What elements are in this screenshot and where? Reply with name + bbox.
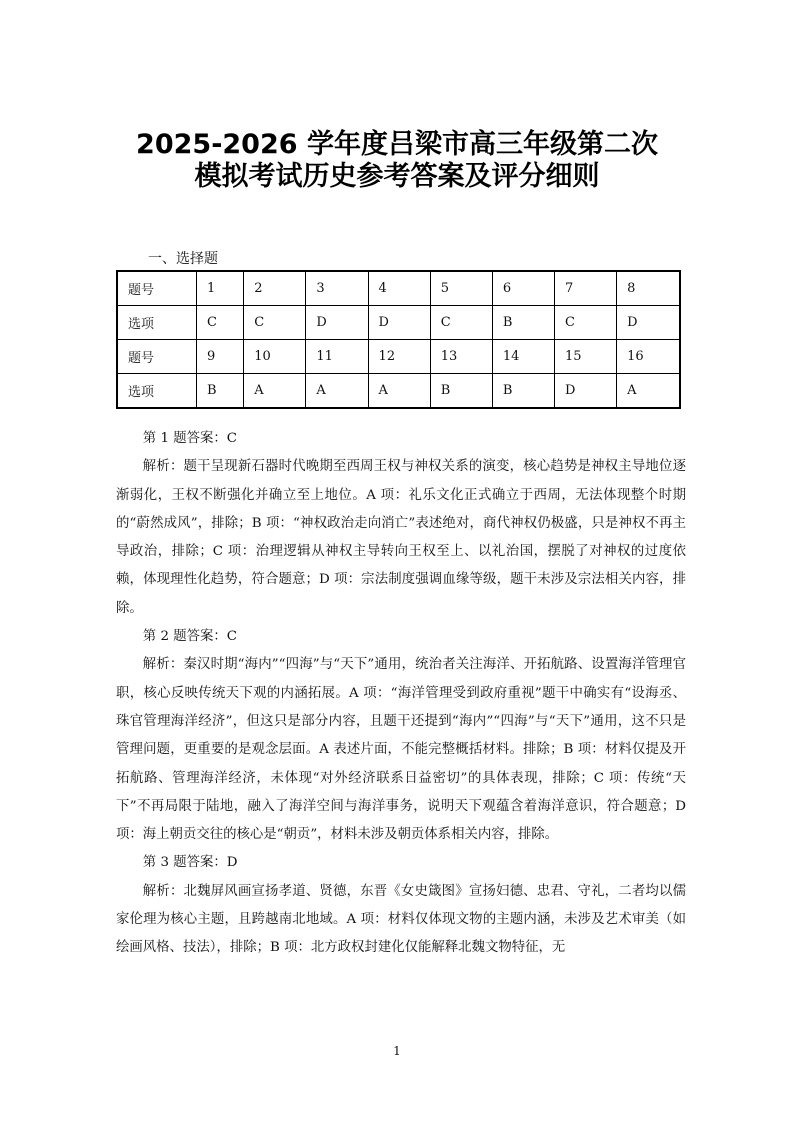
table-row (117, 306, 680, 340)
table-cell: 3 (306, 271, 368, 306)
question-3-answer: 第 3 题答案：D (142, 855, 238, 871)
table-cell: 1 (197, 271, 244, 306)
table-cell: 5 (430, 271, 492, 306)
table-cell: A (306, 374, 368, 409)
table-cell: D (617, 306, 680, 340)
table-cell: B (430, 374, 492, 409)
table-cell: A (368, 374, 430, 409)
table-cell: C (430, 306, 492, 340)
table-cell: 4 (368, 271, 430, 306)
question-2-analysis: 解析：秦汉时期“海内”“四海”与“天下”通用，统治者关注海洋、开拓航路、设置海洋管理官职，核心反映传统天下观的内涵拓展。A 项：“海洋管理受到政府重视”题干中确实有“设海丞、珠官管理海洋经济”，但这只是部分内容，且题干还提到“海内”“四海”与“天下”通用，这不只是管理问题，更重要的是观念层面。A 表述片面，不能完整概括材料。排除；B 项：材料仅提及开拓航路、管理海洋经济，未体现“对外经济联系日益密切”的具体表现，排除；C 项：传统“天下”不再局限于陆地，融入了海洋空间与海洋事务，说明天下观蕴含着海洋意识，符合题意；D 项：海上朝贡交往的核心是“朝贡”，材料未涉及朝贡体系相关内容，排除。 (116, 657, 686, 843)
table-cell: 12 (368, 340, 430, 374)
row-label: 选项 (117, 374, 197, 409)
question-1-analysis: 解析：题干呈现新石器时代晚期至西周王权与神权关系的演变，核心趋势是神权主导地位逐渐弱化，王权不断强化并确立至上地位。A 项：礼乐文化正式确立于西周，无法体现整个时期的“蔚然成风”，排除；B 项：“神权政治走向消亡”表述绝对，商代神权仍极盛，只是神权不再主导政治，排除；C 项：治理逻辑从神权主导转向王权至上、以礼治国，摆脱了对神权的过度依赖，体现理性化趋势，符合题意；D 项：宗法制度强调血缘等级，题干未涉及宗法相关内容，排除。 (116, 459, 686, 616)
table-row (117, 374, 680, 409)
table-cell: D (554, 374, 616, 409)
document-title-line-1: 2025-2026 学年度吕梁市高三年级第二次 (136, 129, 658, 160)
row-label: 题号 (117, 271, 197, 306)
table-cell: A (617, 374, 680, 409)
table-row (117, 340, 680, 374)
table-cell: 2 (244, 271, 306, 306)
row-label: 选项 (117, 306, 197, 340)
table-cell: 15 (554, 340, 616, 374)
table-cell: B (492, 374, 554, 409)
table-cell: 11 (306, 340, 368, 374)
table-cell: D (306, 306, 368, 340)
question-1-answer: 第 1 题答案：C (142, 431, 238, 446)
table-cell: 8 (617, 271, 680, 306)
table-cell: 7 (554, 271, 616, 306)
row-label: 题号 (117, 340, 197, 374)
table-cell: C (197, 306, 244, 340)
table-cell: C (244, 306, 306, 340)
table-cell: C (554, 306, 616, 340)
table-cell: B (492, 306, 554, 340)
table-cell: 9 (197, 340, 244, 374)
table-cell: 16 (617, 340, 680, 374)
answer-explanations (116, 425, 686, 963)
table-cell: A (244, 374, 306, 409)
page-number: 1 (393, 1044, 401, 1058)
table-cell: 6 (492, 271, 554, 306)
table-cell: 14 (492, 340, 554, 374)
document-title-line-2: 模拟考试历史参考答案及评分细则 (194, 161, 600, 192)
table-cell: 10 (244, 340, 306, 374)
question-2-answer: 第 2 题答案：C (142, 629, 238, 645)
answer-key-table (116, 270, 681, 409)
table-row (117, 271, 680, 306)
table-cell: 13 (430, 340, 492, 374)
section-heading: 一、选择题 (148, 251, 218, 267)
table-cell: B (197, 374, 244, 409)
question-3-analysis: 解析：北魏屏风画宣扬孝道、贤德，东晋《女史箴图》宣扬妇德、忠君、守礼，二者均以儒家伦理为核心主题，且跨越南北地域。A 项：材料仅体现文物的主题内涵，未涉及艺术审美（如绘画风格、技法），排除；B 项：北方政权封建化仅能解释北魏文物特征，无 (116, 883, 686, 956)
table-cell: D (368, 306, 430, 340)
